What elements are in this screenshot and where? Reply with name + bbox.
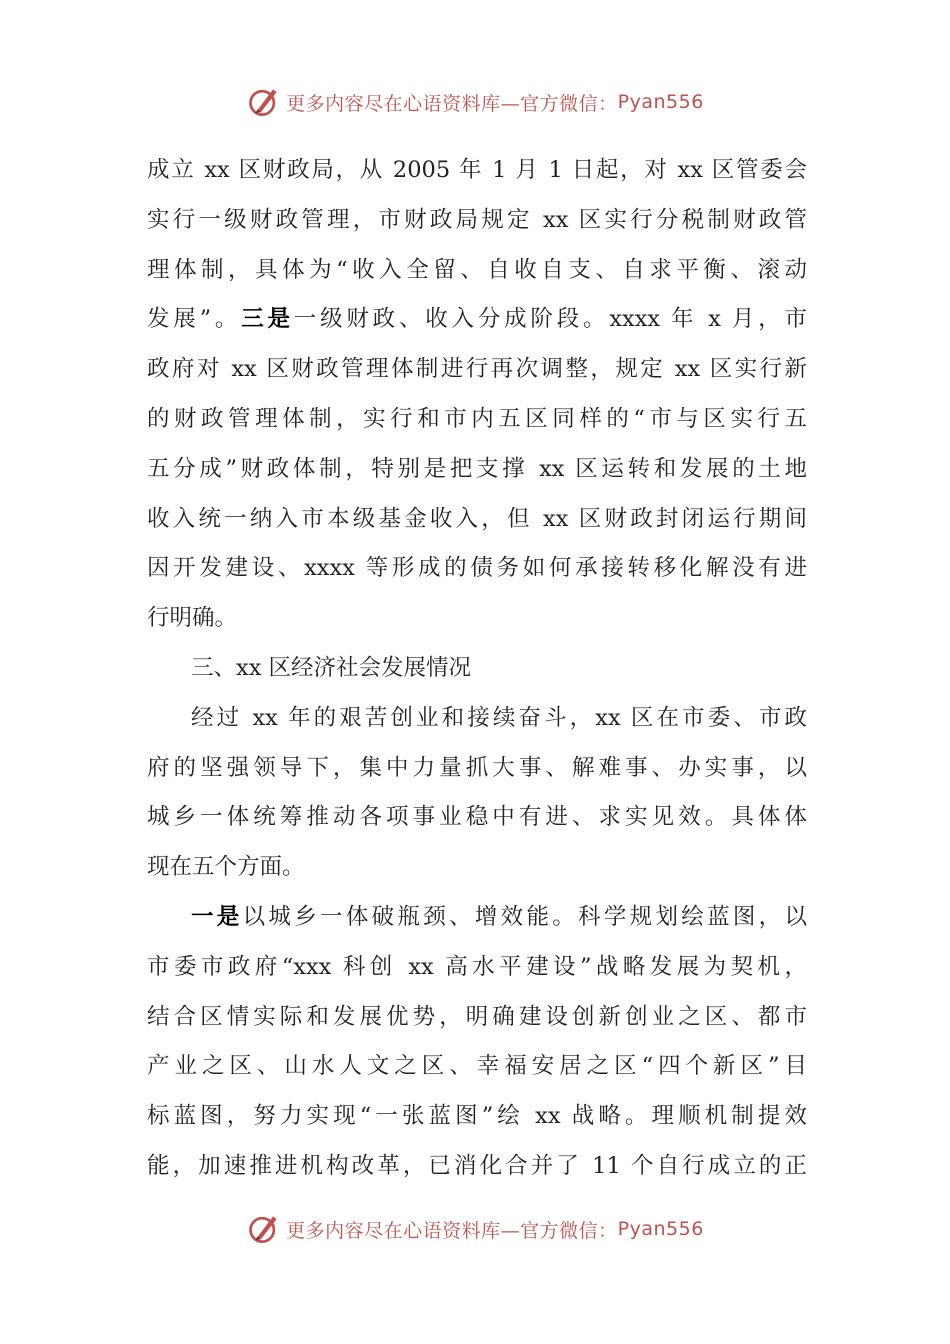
bold-lead: 一是: [191, 903, 243, 930]
text-line: 能，加速推进机构改革，已消化合并了 11 个自行成立的正: [147, 1152, 807, 1179]
text-line: 标蓝图，努力实现“一张蓝图”绘 xx 战略。理顺机制提效: [147, 1103, 807, 1130]
text-line: 政府对 xx 区财政管理体制进行再次调整，规定 xx 区实行新: [147, 356, 807, 383]
text-line-rest: 以城乡一体破瓶颈、增效能。科学规划绘蓝图，以: [242, 903, 807, 930]
text-line-prefix: 发展”。: [147, 306, 242, 333]
text-line: 收入统一纳入市本级基金收入，但 xx 区财政封闭运行期间: [147, 505, 807, 532]
document-body: [147, 146, 807, 1192]
text-line: 因开发建设、xxxx 等形成的债务如何承接转移化解没有进: [147, 555, 807, 582]
text-line: 结合区情实际和发展优势，明确建设创新创业之区、都市: [147, 1003, 807, 1030]
text-line: 经过 xx 年的艰苦创业和接续奋斗，xx 区在市委、市政: [191, 704, 807, 731]
text-line: 成立 xx 区财政局，从 2005 年 1 月 1 日起，对 xx 区管委会: [147, 157, 807, 183]
quill-logo-icon: [246, 84, 282, 120]
text-line-rest: 一级财政、收入分成阶段。xxxx 年 x 月，市: [293, 306, 807, 333]
text-line: 的财政管理体制，实行和市内五区同样的“市与区实行五: [147, 405, 807, 432]
text-line: 现在五个方面。: [147, 854, 305, 881]
footer-banner: [0, 1209, 950, 1249]
text-line: 产业之区、山水人文之区、幸福安居之区“四个新区”目: [147, 1053, 807, 1080]
banner-text: 更多内容尽在心语资料库—官方微信：: [286, 92, 618, 115]
text-line: 理体制，具体为“收入全留、自收自支、自求平衡、滚动: [147, 256, 807, 283]
text-line: 五分成”财政体制，特别是把支撑 xx 区运转和发展的土地: [147, 455, 807, 482]
banner-wechat-id: Pyan556: [617, 1218, 704, 1240]
quill-logo-icon: [246, 1211, 282, 1247]
text-line: 市委市政府“xxx 科创 xx 高水平建设”战略发展为契机，: [147, 953, 807, 980]
banner-text: 更多内容尽在心语资料库—官方微信：: [286, 1219, 618, 1242]
bold-lead: 三是: [241, 306, 294, 333]
header-banner: [0, 82, 950, 122]
text-line: [147, 893, 807, 943]
banner-wechat-id: Pyan556: [617, 91, 704, 113]
text-line: 府的坚强领导下，集中力量抓大事、解难事、办实事，以: [147, 754, 807, 781]
section-heading: 三、xx 区经济社会发展情况: [191, 654, 472, 681]
text-line: 城乡一体统筹推动各项事业稳中有进、求实见效。具体体: [147, 804, 807, 831]
text-line: 实行一级财政管理，市财政局规定 xx 区实行分税制财政管: [147, 206, 807, 233]
text-line: 行明确。: [147, 605, 238, 632]
text-line: [147, 295, 807, 345]
